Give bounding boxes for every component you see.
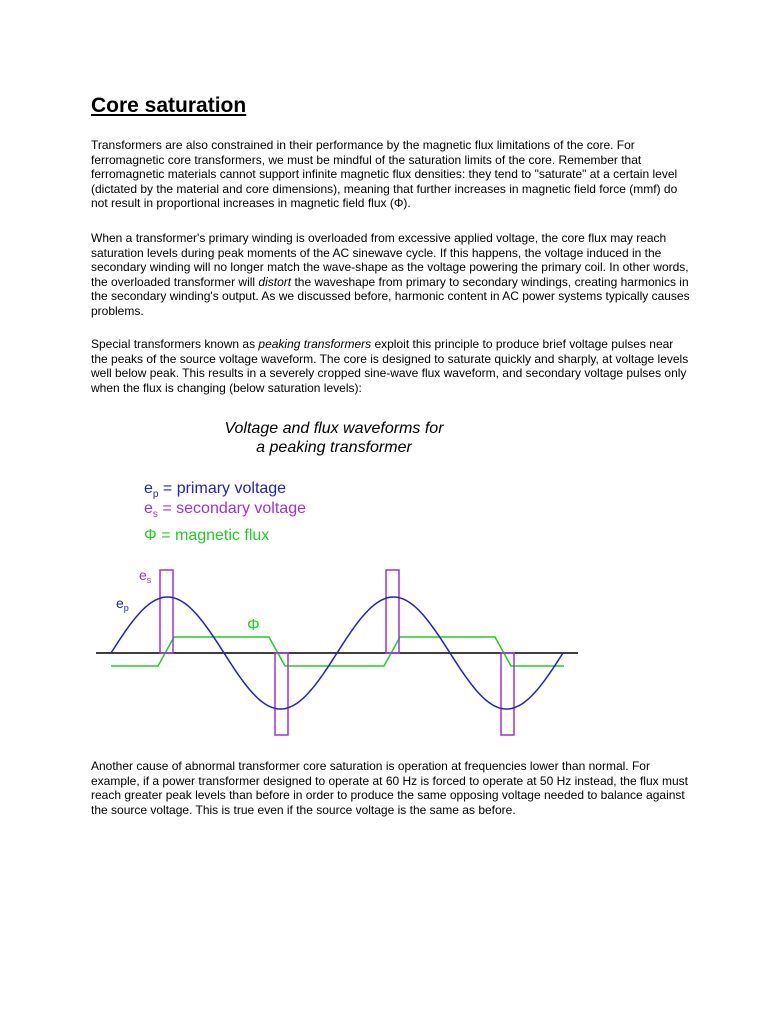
legend-primary-voltage: $e_p$ = primary voltage — [144, 480, 287, 500]
paragraph-3 — [91, 337, 691, 395]
paragraph-1: Transformers are also constrained in their performance by the magnetic flux limitations of the core. For ferromagnetic core transformers, we must be mindful of the saturation limits of the core. Remember that ferromagnetic materials cannot support infinite magnetic flux densities: they tend to "saturate" at a certain level (dictated by the material and core dimensions), meaning that further increases in magnetic field force (mmf) do not result in proportional increases in magnetic field flux (Φ). — [91, 138, 678, 211]
figure-title-line-1: Voltage and flux waveforms for — [224, 420, 444, 437]
paragraph-2-text-a: When a transformer's primary winding is overloaded from excessive applied voltage, the core flux may reach saturation levels during peak moments of the AC sinewave cycle. If this happens, the voltage induced in the secondary winding will no longer match the wave-shape as the voltage powering the primary coil. In other words, the overloaded transformer will — [91, 231, 689, 289]
paragraph-3-text-a: Special transformers known as — [91, 337, 259, 351]
paragraph-2-emphasis: distort — [258, 274, 292, 289]
label-es: $e_s$ — [139, 567, 152, 585]
section-title: Core saturation — [91, 94, 247, 117]
pulse-positive-2 — [386, 570, 399, 653]
paragraph-3-emphasis: peaking transformers — [258, 337, 372, 351]
label-phi: Φ — [247, 617, 260, 634]
paragraph-4: Another cause of abnormal transformer core saturation is operation at frequencies lower than normal. For example, if a power transformer designed to operate at 60 Hz is forced to operate at 50 Hz instead, the flux must reach greater peak levels than before in order to produce the same opposing voltage needed to balance against the source voltage. This is true even if the source voltage is the same as before. — [91, 759, 688, 817]
figure-title-line-2: a peaking transformer — [256, 439, 412, 456]
legend-magnetic-flux: Φ = magnetic flux — [144, 527, 270, 544]
label-ep: $e_p$ — [116, 595, 129, 613]
paragraph-3-text-b: exploit this principle to produce brief voltage pulses near the peaks of the source voltage waveform. The core is designed to saturate quickly and sharply, at voltage levels well below peak. This results in a severely cropped sine-wave flux waveform, and secondary voltage pulses only when the flux is changing (below saturation levels): — [91, 337, 689, 395]
paragraph-2-text-b: the waveshape from primary to secondary windings, creating harmonics in the secondary winding's output. As we discussed before, harmonic content in AC power systems typically causes problems. — [91, 274, 690, 318]
legend-secondary-voltage: $e_s$ = secondary voltage — [144, 500, 306, 520]
paragraph-2 — [91, 231, 691, 319]
pulse-positive-1 — [160, 570, 173, 653]
waveform-figure — [90, 410, 590, 750]
